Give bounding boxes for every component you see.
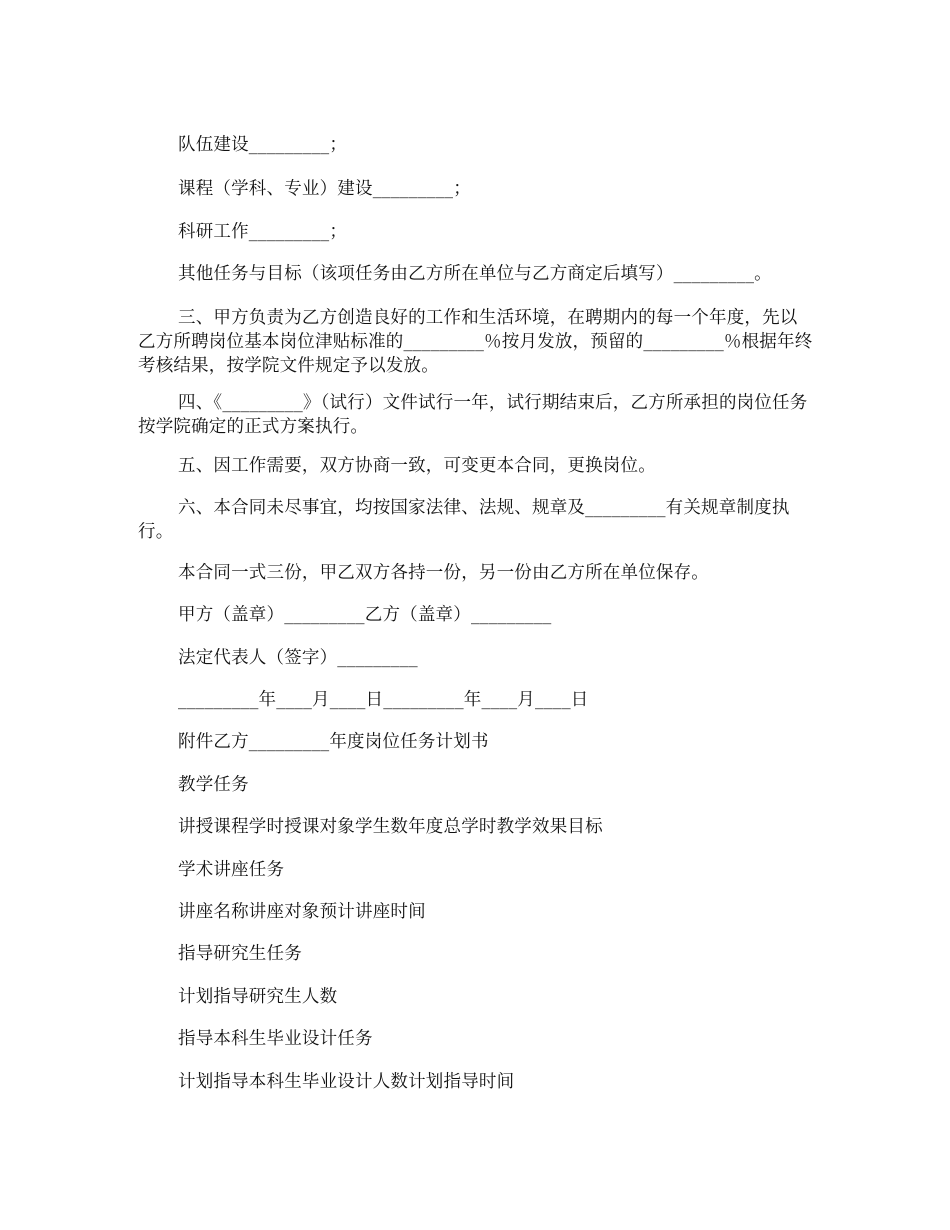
paragraph-research-work: 科研工作_________； — [178, 222, 348, 242]
paragraph-team-building: 队伍建设_________； — [178, 135, 348, 155]
paragraph-teaching-columns: 讲授课程学时授课对象学生数年度总学时教学效果目标 — [178, 817, 603, 837]
paragraph-undergrad-columns: 计划指导本科生毕业设计人数计划指导时间 — [178, 1072, 515, 1092]
paragraph-lecture-tasks: 学术讲座任务 — [178, 860, 285, 880]
paragraph-teaching-tasks: 教学任务 — [178, 775, 249, 795]
paragraph-clause-six: 六、本合同未尽事宜，均按国家法律、法规、规章及_________有关规章制度执行。 — [138, 498, 790, 542]
paragraph-attachment-title: 附件乙方_________年度岗位任务计划书 — [178, 732, 489, 752]
paragraph-course-building: 课程（学科、专业）建设_________； — [178, 179, 471, 199]
paragraph-clause-five: 五、因工作需要，双方协商一致，可变更本合同，更换岗位。 — [178, 456, 656, 476]
paragraph-seal-line: 甲方（盖章）_________乙方（盖章）_________ — [178, 605, 552, 625]
paragraph-lecture-columns: 讲座名称讲座对象预计讲座时间 — [178, 902, 426, 922]
paragraph-clause-four: 四、《_________》（试行）文件试行一年，试行期结束后，乙方所承担的岗位任务按学院确定的正式方案执行。 — [138, 393, 808, 437]
paragraph-clause-three: 三、甲方负责为乙方创造良好的工作和生活环境，在聘期内的每一个年度，先以乙方所聘岗位基本岗位津贴标准的_________％按月发放，预留的_________％根据年终考核结果，按学院文件规定予以发放。 — [138, 308, 813, 376]
paragraph-date-line: _________年____月____日_________年____月____日 — [178, 690, 589, 710]
paragraph-graduate-count: 计划指导研究生人数 — [178, 987, 338, 1007]
paragraph-other-tasks: 其他任务与目标（该项任务由乙方所在单位与乙方商定后填写）_________。 — [178, 264, 772, 284]
paragraph-graduate-tasks: 指导研究生任务 — [178, 944, 302, 964]
paragraph-copies: 本合同一式三份，甲乙双方各持一份，另一份由乙方所在单位保存。 — [178, 563, 709, 583]
paragraph-legal-representative: 法定代表人（签字）_________ — [178, 648, 418, 668]
paragraph-undergrad-tasks: 指导本科生毕业设计任务 — [178, 1029, 373, 1049]
